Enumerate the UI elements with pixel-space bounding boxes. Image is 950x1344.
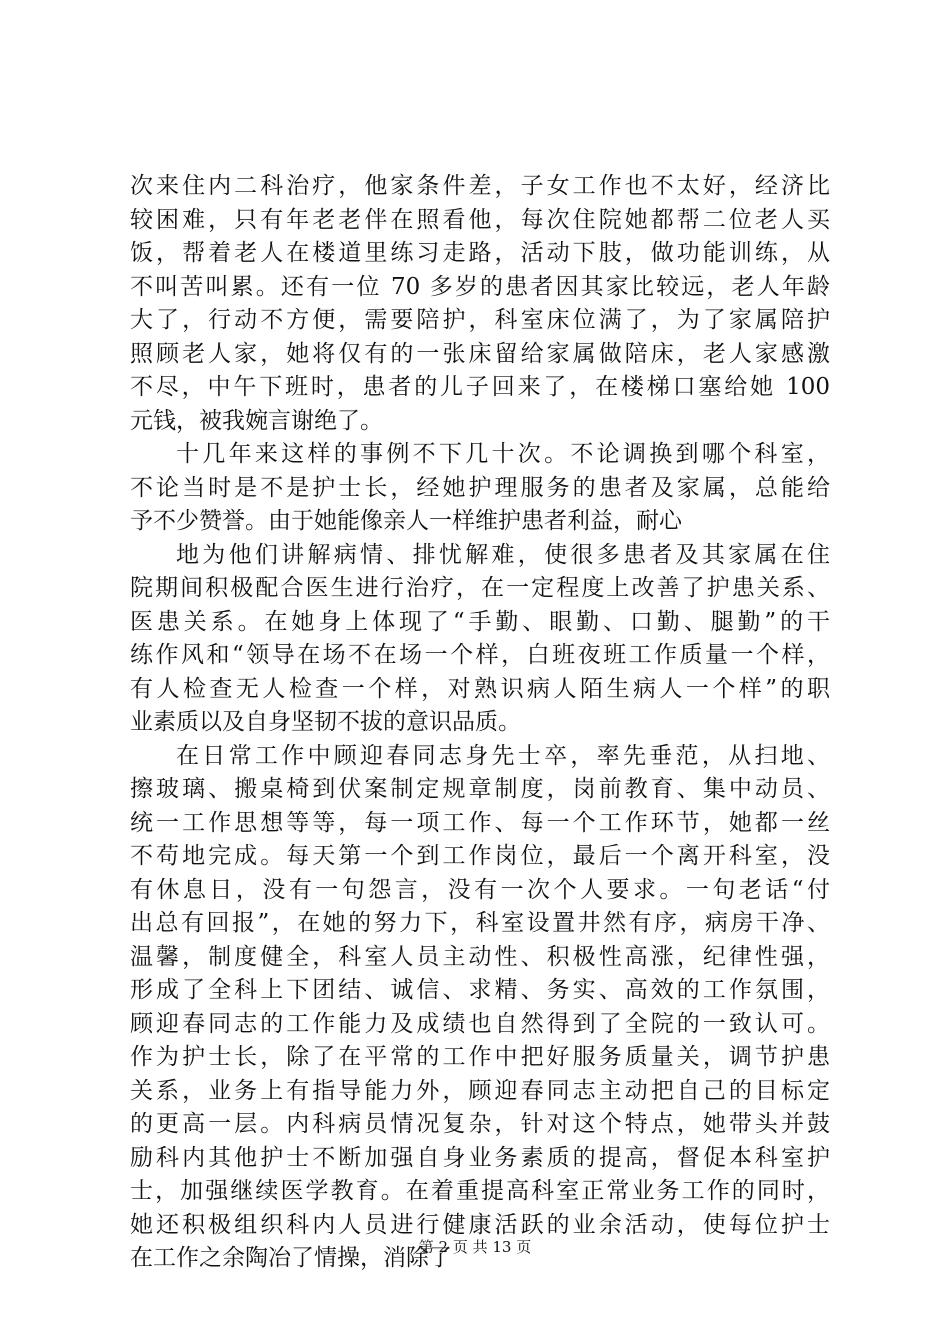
text-line: 不论当时是不是护士长，经她护理服务的患者及家属，总能给 — [130, 474, 830, 501]
text-line: 擦玻璃、搬桌椅到伏案制定规章制度，岗前教育、集中动员、 — [130, 776, 830, 802]
text-line: 不苟地完成。每天第一个到工作岗位，最后一个离开科室，没 — [130, 843, 830, 869]
text-line: 顾迎春同志的工作能力及成绩也自然得到了全院的一致认可。 — [130, 1010, 830, 1037]
text-line: 的更高一层。内科病员情况复杂，针对这个特点，她带头并鼓 — [130, 1111, 830, 1137]
text-line: 院期间积极配合医生进行治疗，在一定程度上改善了护患关系、 — [130, 575, 830, 601]
text-line: 在工作之余陶冶了情操，消除了 — [130, 1245, 452, 1271]
page-number-label: 第 2 页 共 13 页 — [418, 1238, 532, 1256]
text-line: 温馨，制度健全，科室人员主动性、积极性高涨，纪律性强， — [130, 943, 830, 970]
text-line: 有休息日，没有一句怨言，没有一次个人要求。一句老话“付 — [130, 876, 830, 903]
paragraph-first-line: 十几年来这样的事例不下几十次。不论调换到哪个科室， — [176, 441, 830, 467]
text-line: 士，加强继续医学教育。在着重提高科室正常业务工作的同时， — [130, 1178, 830, 1204]
text-line: 形成了全科上下团结、诚信、求精、务实、高效的工作氛围， — [130, 977, 830, 1003]
text-line: 作为护士长，除了在平常的工作中把好服务质量关，调节护患 — [130, 1044, 830, 1070]
text-line: 练作风和“领导在场不在场一个样，白班夜班工作质量一个样， — [130, 642, 830, 668]
text-line: 统一工作思想等等，每一项工作、每一个工作环节，她都一丝 — [130, 809, 830, 836]
text-line: 业素质以及自身坚韧不拔的意识品质。 — [130, 709, 521, 735]
body-text — [130, 170, 830, 1276]
text-line: 关系，业务上有指导能力外，顾迎春同志主动把自己的目标定 — [130, 1077, 830, 1104]
text-line: 较困难，只有年老老伴在照看他，每次住院她都帮二位老人买 — [130, 206, 830, 233]
text-line: 元钱，被我婉言谢绝了。 — [130, 407, 383, 434]
text-line: 医患关系。在她身上体现了“手勤、眼勤、口勤、腿勤”的干 — [130, 608, 830, 635]
text-line: 有人检查无人检查一个样，对熟识病人陌生病人一个样”的职 — [130, 675, 830, 702]
text-line: 不尽，中午下班时，患者的儿子回来了，在楼梯口塞给她 100 — [130, 374, 830, 400]
text-line: 出总有回报”，在她的努力下，科室设置井然有序，病房干净、 — [130, 910, 830, 936]
text-line: 饭，帮着老人在楼道里练习走路，活动下肢，做功能训练，从 — [130, 240, 830, 266]
text-line: 予不少赞誉。由于她能像亲人一样维护患者利益，耐心 — [130, 508, 682, 534]
paragraph-first-line: 在日常工作中顾迎春同志身先士卒，率先垂范，从扫地、 — [176, 742, 830, 769]
paragraph-first-line: 地为他们讲解病情、排忧解难，使很多患者及其家属在住 — [176, 541, 830, 568]
text-line: 她还积极组织科内人员进行健康活跃的业余活动，使每位护士 — [130, 1211, 830, 1238]
text-line: 次来住内二科治疗，他家条件差，子女工作也不太好，经济比 — [130, 173, 830, 199]
text-line: 励科内其他护士不断加强自身业务素质的提高，督促本科室护 — [130, 1144, 830, 1171]
text-line: 照顾老人家，她将仅有的一张床留给家属做陪床，老人家感激 — [130, 340, 830, 367]
text-line: 不叫苦叫累。还有一位 70 多岁的患者因其家比较远，老人年龄 — [130, 273, 830, 300]
text-line: 大了，行动不方便，需要陪护，科室床位满了，为了家属陪护 — [130, 307, 830, 333]
page-footer — [0, 1237, 950, 1257]
